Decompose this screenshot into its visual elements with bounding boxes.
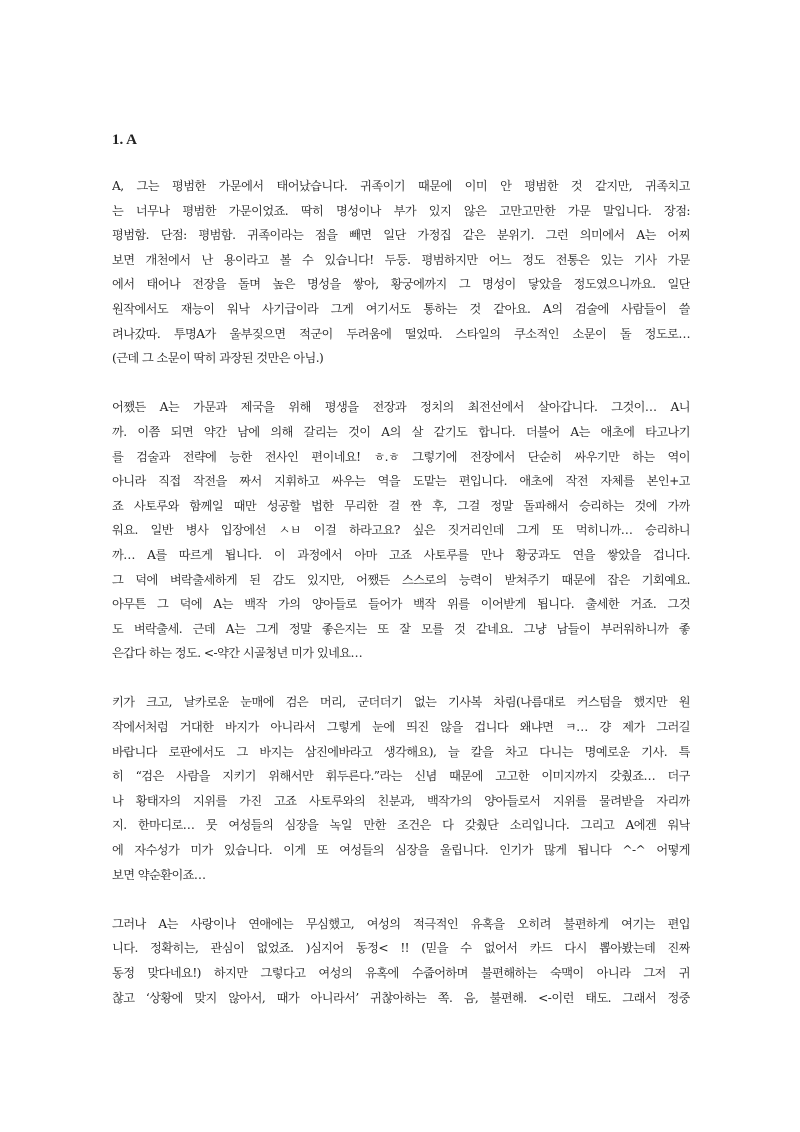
text-line: 어쨌든 A는 가문과 제국을 위해 평생을 전장과 정치의 최전선에서 살아갑니다. 그것이… A니 xyxy=(112,400,690,415)
paragraph xyxy=(112,912,690,1010)
text-line: 보면 개천에서 난 용이라고 볼 수 있습니다! 두둥. 평범하지만 어느 정도 전통은 있는 기사 가문 xyxy=(112,252,690,267)
section-heading: 1. A xyxy=(112,132,138,148)
text-line: 평범함. 단점: 평범함. 귀족이라는 점을 빼면 일단 가정집 같은 분위기. 그런 의미에서 A는 어찌 xyxy=(112,228,690,243)
text-line: 아무튼 그 덕에 A는 백작 가의 양아들로 들어가 백작 위를 이어받게 됩니다. 출세한 거죠. 그것 xyxy=(112,597,690,612)
text-line: 은갑다 하는 정도. <-약간 시골청년 미가 있네요… xyxy=(112,646,363,661)
text-line: 니다. 정확히는, 관심이 없었죠. )심지어 동정< !! (믿을 수 없어서 카드 다시 뽑아봤는데 진짜 xyxy=(112,941,690,956)
text-line: 아니라 직접 작전을 짜서 지휘하고 싸우는 역을 도맡는 편입니다. 애초에 작전 자체를 본인+고 xyxy=(112,474,690,489)
text-line: 려나갔따. 투명A가 울부짖으면 적군이 두려움에 떨었따. 스타일의 쿠소적인 소문이 돌 정도로… xyxy=(112,326,690,341)
text-line: 그 덕에 벼락출세하게 된 감도 있지만, 어쨌든 스스로의 능력이 받쳐주기 때문에 잡은 기회예요. xyxy=(112,572,690,587)
text-line: 워요. 일반 병사 입장에선 ㅅㅂ 이걸 하라고요? 싶은 짓거리인데 그게 또 먹히니까… 승리하니 xyxy=(112,523,690,538)
text-line: A, 그는 평범한 가문에서 태어났습니다. 귀족이기 때문에 이미 안 평범한 것 같지만, 귀족치고 xyxy=(112,179,690,193)
paragraph xyxy=(112,395,690,666)
text-line: 에 자수성가 미가 있습니다. 이게 또 여성들의 심장을 울립니다. 인기가 많게 됩니다 ^-^ 어떻게 xyxy=(112,843,690,858)
text-line: 보면 약순환이죠… xyxy=(112,867,206,882)
text-line: 도 벼락출세. 근데 A는 그게 정말 좋은지는 또 잘 모를 것 같네요. 그냥 남들이 부러워하니까 좋 xyxy=(112,621,690,636)
text-line: 바랍니다 로판에서도 그 바지는 삼진에바라고 생각해요), 늘 칼을 차고 다니는 명예로운 기사. 특 xyxy=(112,744,690,759)
text-line: 원작에서도 재능이 워낙 사기급이라 그게 여기서도 통하는 것 같아요. A의 검술에 사람들이 쓸 xyxy=(112,301,690,316)
text-line: 찮고 ‘상황에 맞지 않아서, 때가 아니라서’ 귀찮아하는 쪽. 음, 불편해. <-이런 태도. 그래서 정중 xyxy=(112,990,690,1005)
text-line: 까… A를 따르게 됩니다. 이 과정에서 아마 고죠 사토루를 만나 황궁과도 연을 쌓았을 겁니다. xyxy=(112,547,690,562)
text-line: 그러나 A는 사랑이나 연애에는 무심했고, 여성의 적극적인 유혹을 오히려 불편하게 여기는 편입 xyxy=(112,916,690,931)
text-line: 동정 맞다네요!) 하지만 그렇다고 여성의 유혹에 수줍어하며 불편해하는 숙맥이 아니라 그저 귀 xyxy=(112,966,690,980)
text-line: 는 너무나 평범한 가문이었죠. 딱히 명성이나 부가 있지 않은 고만고만한 가문 말입니다. 장점: xyxy=(112,203,690,218)
text-line: 에서 태어나 전장을 돌며 높은 명성을 쌓아, 황궁에까지 그 명성이 닿았을 정도였으니까요. 일단 xyxy=(112,277,690,292)
text-line: 키가 크고, 날카로운 눈매에 검은 머리, 군더더기 없는 기사복 차림(나름대로 커스텀을 했지만 원 xyxy=(112,695,690,710)
text-line: 를 검술과 전략에 능한 전사인 편이네요! ㅎ.ㅎ 그렇기에 전장에서 단순히 싸우기만 하는 역이 xyxy=(112,449,690,464)
text-line: 작에서처럼 거대한 바지가 아니라서 그렇게 눈에 띄진 않을 겁니다 왜냐면 ㅋ… 걍 제가 그러길 xyxy=(112,720,690,735)
text-line: (근데 그 소문이 딱히 과장된 것만은 아님.) xyxy=(112,351,324,366)
text-line: 까. 이쯤 되면 약간 남에 의해 갈리는 것이 A의 살 같기도 합니다. 더불어 A는 애초에 타고나기 xyxy=(112,424,690,439)
text-line: 히 “검은 사람을 지키기 위해서만 휘두른다.”라는 신념 때문에 고고한 이미지까지 갖췄죠… 더구 xyxy=(112,769,690,784)
document-page xyxy=(112,128,690,1035)
text-line: 지. 한마디로… 뭇 여성들의 심장을 녹일 만한 조건은 다 갖췄단 소리입니다. 그리고 A에겐 워낙 xyxy=(112,818,690,833)
paragraph xyxy=(112,690,690,887)
text-line: 죠 사토루와 함께일 때만 성공할 법한 무리한 걸 짠 후, 그걸 정말 돌파해서 승리하는 것에 가까 xyxy=(112,498,690,513)
paragraph xyxy=(112,174,690,371)
text-line: 나 황태자의 지위를 가진 고죠 사토루와의 친분과, 백작가의 양아들로서 지위를 물려받을 자리까 xyxy=(112,793,690,808)
